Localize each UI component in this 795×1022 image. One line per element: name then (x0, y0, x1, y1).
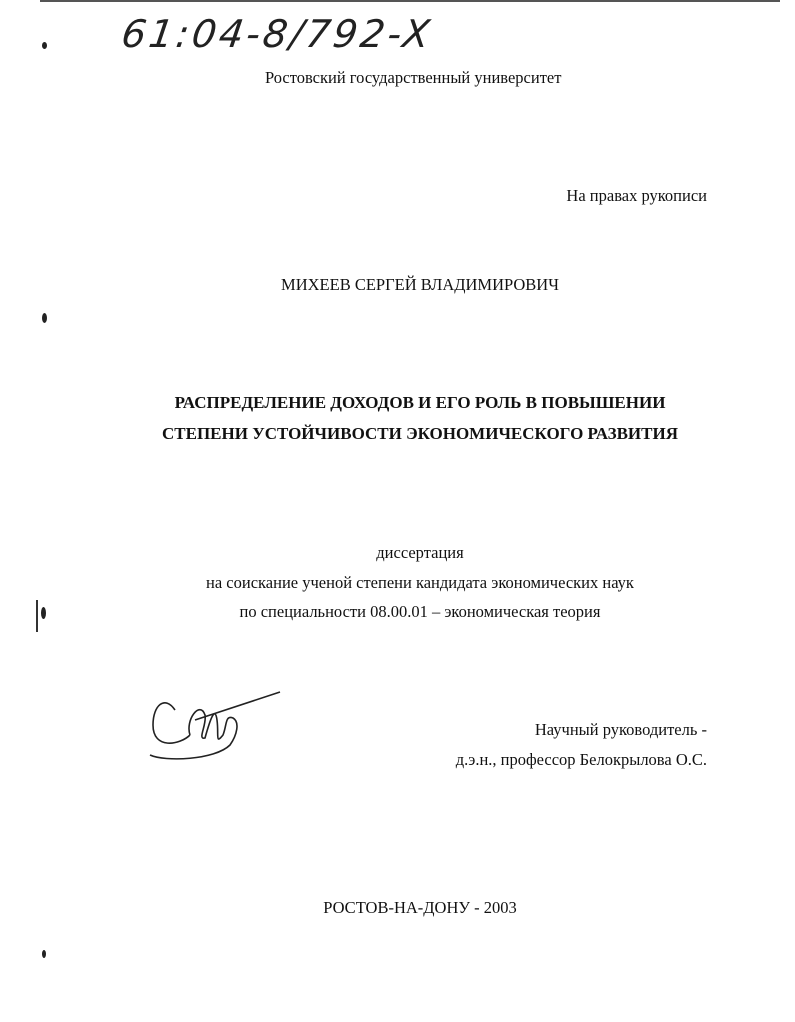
title-line-1: РАСПРЕДЕЛЕНИЕ ДОХОДОВ И ЕГО РОЛЬ В ПОВЫШЕНИИ (174, 393, 666, 412)
city-year: РОСТОВ-НА-ДОНУ - 2003 (323, 898, 517, 917)
supervisor-label: Научный руководитель - (534, 720, 707, 739)
supervisor-name: д.э.н., профессор Белокрылова О.С. (455, 750, 707, 769)
scan-mark (36, 600, 38, 632)
title-line-2: СТЕПЕНИ УСТОЙЧИВОСТИ ЭКОНОМИЧЕСКОГО РАЗВИТИЯ (162, 424, 678, 443)
handwritten-archive-number: 61:04-8/792-X (118, 12, 436, 56)
specialty-line: по специальности 08.00.01 – экономическая теория (239, 602, 601, 621)
scan-speck (42, 950, 46, 958)
scan-speck (42, 313, 47, 323)
manuscript-rights-note: На правах рукописи (566, 186, 707, 205)
degree-line: на соискание ученой степени кандидата экономических наук (206, 573, 634, 592)
signature (145, 690, 285, 765)
scan-speck (42, 42, 47, 49)
dissertation-label: диссертация (376, 543, 464, 562)
university-name: Ростовский государственный университет (265, 68, 562, 87)
scan-edge-line (40, 0, 780, 2)
scan-speck (41, 607, 46, 619)
author-name: МИХЕЕВ СЕРГЕЙ ВЛАДИМИРОВИЧ (281, 275, 559, 294)
